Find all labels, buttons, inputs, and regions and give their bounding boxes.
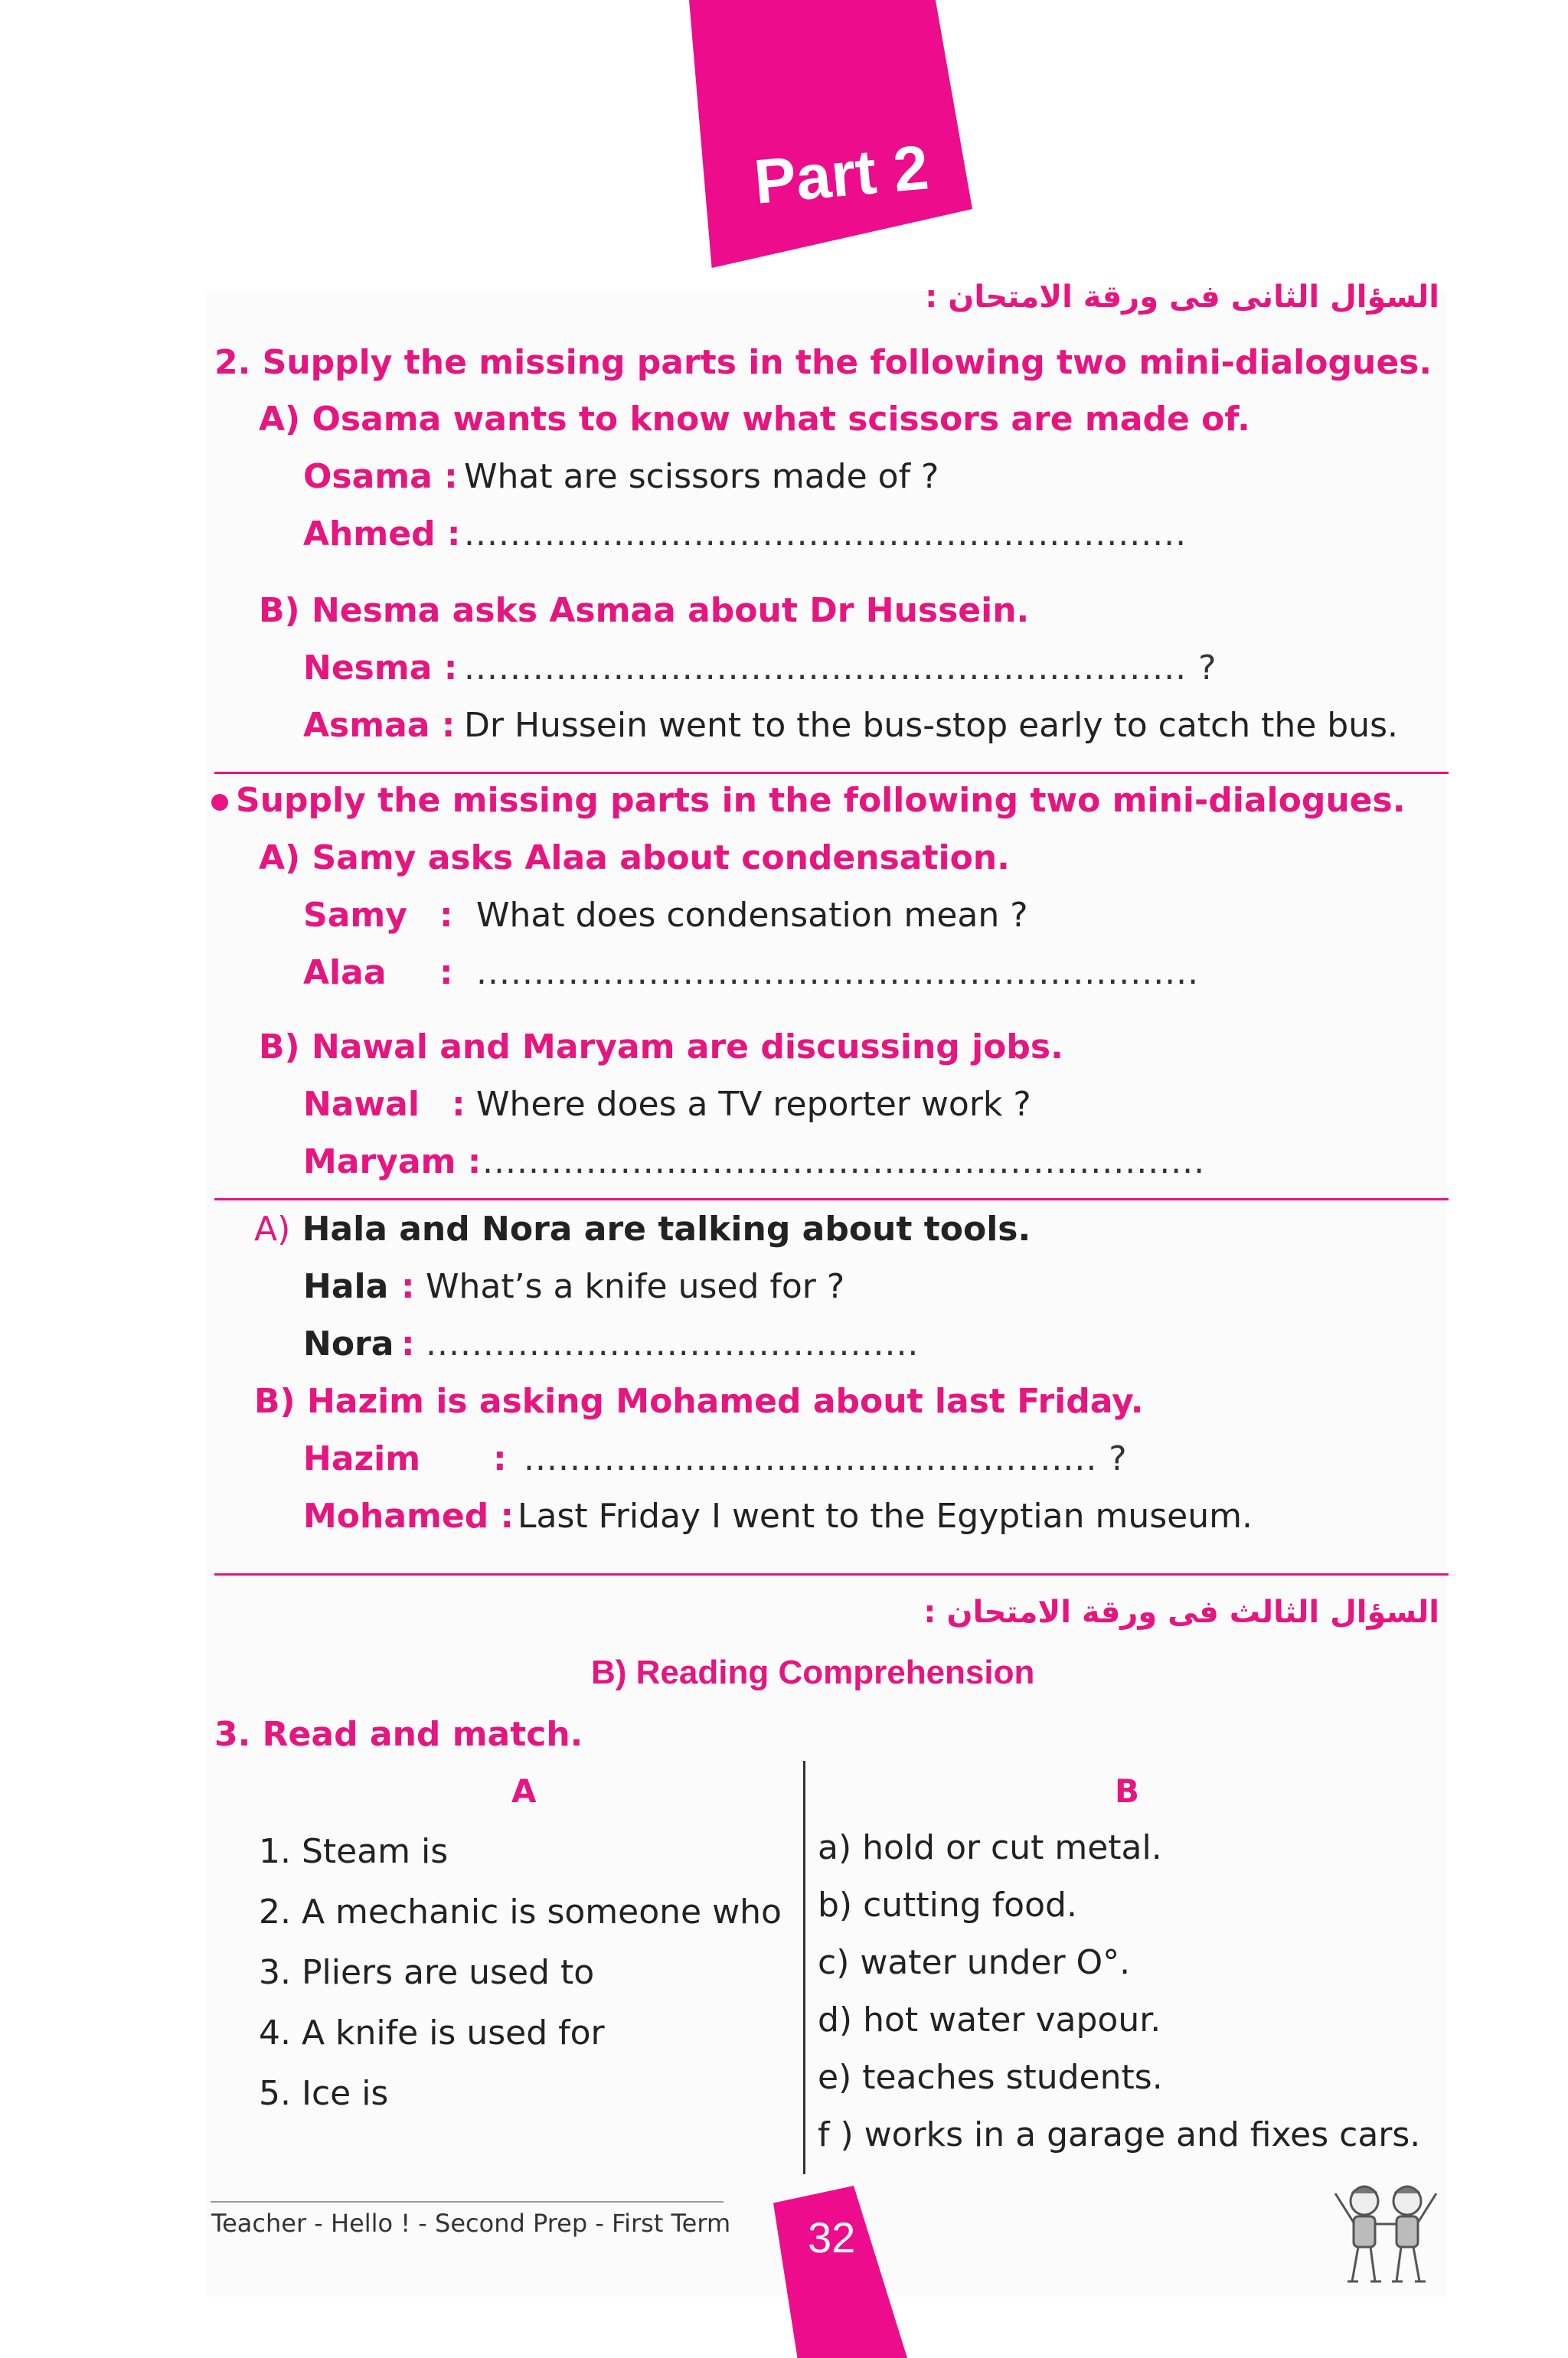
page-number: 32 bbox=[808, 2213, 856, 2262]
q2-b-line-1-blank: ............................................................... ? bbox=[464, 648, 1217, 687]
match-a-5: 5. Ice is bbox=[259, 2074, 389, 2113]
q2b-a-speaker-1: Samy bbox=[303, 896, 407, 935]
q2c-a-colon-1: : bbox=[401, 1267, 415, 1306]
part-label: Part 2 bbox=[751, 132, 932, 217]
q2b-a-title: A) Samy asks Alaa about condensation. bbox=[259, 838, 1010, 877]
q2c-a-line-2-blank: ........................................... bbox=[426, 1324, 920, 1364]
q3-title: 3. Read and match. bbox=[214, 1715, 583, 1754]
q2c-b-title: B) Hazim is asking Mohamed about last Friday. bbox=[254, 1382, 1144, 1421]
q2b-b-speaker-2: Maryam : bbox=[303, 1142, 482, 1181]
q2b-title-row bbox=[211, 781, 1405, 820]
part-banner bbox=[689, 0, 972, 268]
q2-a-line-2-blank: ............................................................... bbox=[464, 514, 1187, 554]
column-b-header: B bbox=[1115, 1772, 1140, 1810]
q2b-a-line-2-blank: ............................................................... bbox=[476, 953, 1200, 992]
q2b-b-line-1: Where does a TV reporter work ? bbox=[476, 1085, 1031, 1124]
column-a-header: A bbox=[511, 1772, 537, 1810]
match-b-e: e) teaches students. bbox=[818, 2058, 1163, 2097]
divider-3 bbox=[214, 1573, 1449, 1576]
q2c-a-line-1: What’s a knife used for ? bbox=[426, 1267, 845, 1306]
q2-title: 2. Supply the missing parts in the following two mini-dialogues. bbox=[214, 343, 1432, 382]
q2c-a-prefix: A) bbox=[254, 1210, 291, 1249]
arabic-question-3-header: السؤال الثالث فى ورقة الامتحان : bbox=[923, 1595, 1439, 1630]
q2b-b-title: B) Nawal and Maryam are discussing jobs. bbox=[259, 1027, 1063, 1066]
bullet-icon bbox=[211, 794, 228, 811]
q2c-b-speaker-2: Mohamed : bbox=[303, 1497, 514, 1536]
q2b-b-speaker-1: Nawal bbox=[303, 1085, 420, 1124]
q2-b-speaker-2: Asmaa : bbox=[303, 706, 456, 745]
match-a-2: 2. A mechanic is someone who bbox=[259, 1893, 782, 1932]
match-b-d: d) hot water vapour. bbox=[818, 2000, 1161, 2040]
q2b-title: Supply the missing parts in the following two mini-dialogues. bbox=[236, 781, 1406, 820]
q2b-a-colon-1: : bbox=[439, 896, 453, 935]
q2c-a-colon-2: : bbox=[401, 1324, 415, 1364]
q2b-b-colon-1: : bbox=[452, 1085, 466, 1124]
footer-rule bbox=[211, 2201, 724, 2203]
match-b-a: a) hold or cut metal. bbox=[818, 1828, 1162, 1867]
q2c-a-title: Hala and Nora are talking about tools. bbox=[302, 1210, 1031, 1249]
q2c-b-colon-1: : bbox=[493, 1439, 507, 1478]
q2c-b-line-2: Last Friday I went to the Egyptian museum. bbox=[518, 1497, 1253, 1536]
q2-a-line-1: What are scissors made of ? bbox=[464, 457, 939, 496]
divider-1 bbox=[214, 772, 1449, 774]
q2-a-title: A) Osama wants to know what scissors are made of. bbox=[259, 400, 1250, 439]
kids-cartoon-icon bbox=[1325, 2170, 1447, 2293]
footer-book-title: Teacher - Hello ! - Second Prep - First Term bbox=[211, 2209, 731, 2238]
reading-comprehension-title: B) Reading Comprehension bbox=[591, 1654, 1035, 1691]
q2-b-title: B) Nesma asks Asmaa about Dr Hussein. bbox=[259, 591, 1030, 630]
q2-a-speaker-2: Ahmed : bbox=[303, 514, 461, 554]
column-divider bbox=[803, 1761, 805, 2174]
q2c-a-title-row bbox=[254, 1210, 1031, 1249]
arabic-question-2-header: السؤال الثانى فى ورقة الامتحان : bbox=[925, 279, 1439, 315]
match-a-1: 1. Steam is bbox=[259, 1832, 449, 1871]
q2b-b-line-2-blank: ............................................................... bbox=[482, 1142, 1206, 1181]
q2c-a-speaker-1: Hala bbox=[303, 1267, 389, 1306]
match-a-4: 4. A knife is used for bbox=[259, 2013, 605, 2053]
q2-b-line-2: Dr Hussein went to the bus-stop early to catch the bus. bbox=[464, 706, 1399, 745]
q2c-b-line-1-blank: .................................................. ? bbox=[524, 1439, 1128, 1478]
q2b-a-line-1: What does condensation mean ? bbox=[476, 896, 1028, 935]
match-a-3: 3. Pliers are used to bbox=[259, 1953, 595, 1992]
q2b-a-colon-2: : bbox=[439, 953, 453, 992]
match-b-c: c) water under O°. bbox=[818, 1943, 1131, 1982]
q2b-a-speaker-2: Alaa bbox=[303, 953, 387, 992]
q2c-a-speaker-2: Nora bbox=[303, 1324, 394, 1364]
q2-a-speaker-1: Osama : bbox=[303, 457, 458, 496]
match-b-f: f ) works in a garage and fixes cars. bbox=[818, 2115, 1421, 2154]
q2-b-speaker-1: Nesma : bbox=[303, 648, 458, 687]
q2c-b-speaker-1: Hazim bbox=[303, 1439, 421, 1478]
match-b-b: b) cutting food. bbox=[818, 1886, 1077, 1925]
divider-2 bbox=[214, 1198, 1449, 1200]
